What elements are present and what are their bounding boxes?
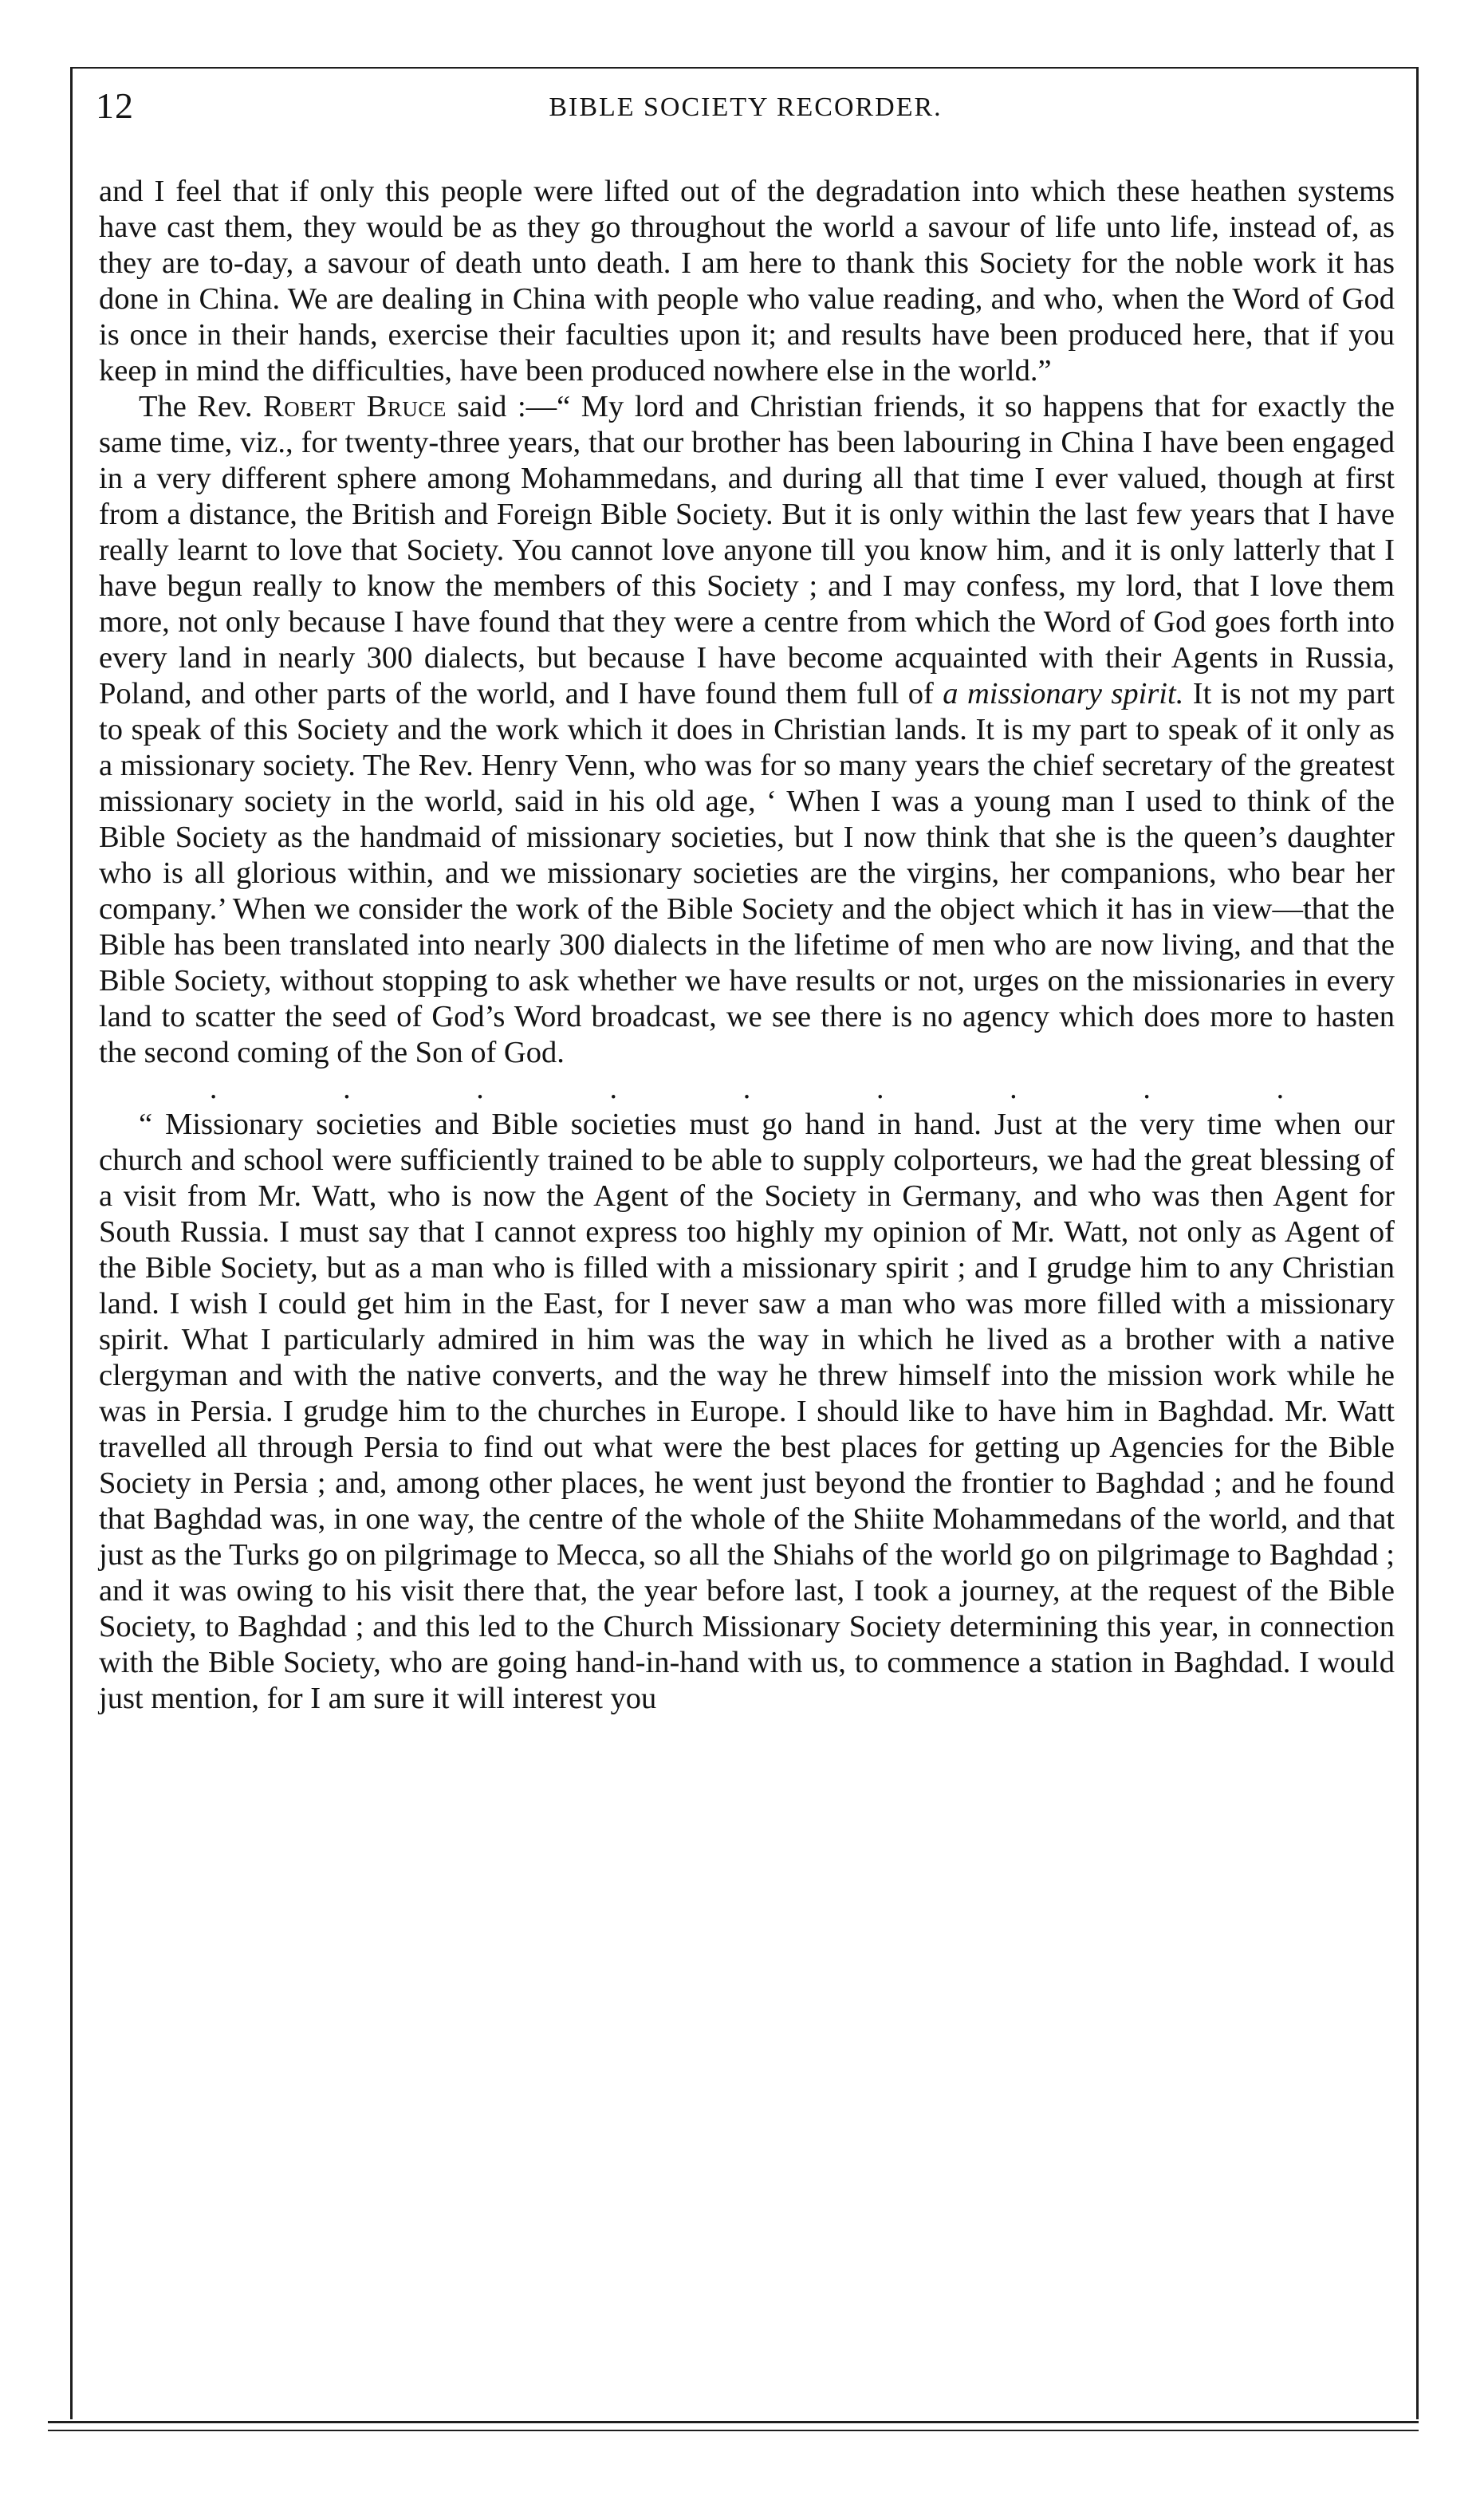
omission-dots [99,1071,1395,1107]
dot: . [742,1072,751,1105]
dot: . [1010,1072,1018,1105]
speaker-name: Robert Bruce [263,390,447,423]
paragraph-1: and I feel that if only this people were lifted out of the degradation into which these heathen systems have cast them, they would be as they go throughout the world a savour of life unto life, instead of, as they are to-day, a savour of death unto death. I am here to thank this Society for the noble work it has done in China. We are dealing in China with people who value reading, and who, when the Word of God is once in their hands, exercise their faculties upon it; and results have been produced here, that if you keep in mind the difficulties, have been produced nowhere else in the world.” [99,175,1395,388]
paragraph-2-text-b: It is not my part to speak of this Society and the work which it does in Christian lands. It is my part to speak of it only as a missionary society. The Rev. Henry Venn, who was for so many years the chief secretary of the greatest missionary society in the world, said in his old age, ‘ When I was a young man I used to think of the Bible Society as the handmaid of missionary societies, but I now think that she is the queen’s daughter who is all glorious within, and we missionary societies are the virgins, her companions, who bear her company.’ When we consider the work of the Bible Society and the object which it has in view—that the Bible has been translated into nearly 300 dialects in the lifetime of men who are now living, and that the Bible Society, without stopping to ask whether we have results or not, urges on the missionaries in every land to scatter the seed of God’s Word broadcast, we see there is no agency which does more to hasten the second coming of the Son of God. [99,677,1395,1069]
page-number: 12 [96,85,134,126]
journal-title: BIBLE SOCIETY RECORDER. [549,92,943,122]
paragraph-2 [99,389,1395,1071]
top-rule [70,67,1419,69]
dot: . [209,1072,218,1105]
dot: . [476,1072,484,1105]
bottom-rule [48,2421,1419,2423]
bottom-rule-secondary [48,2430,1419,2431]
article-body [99,174,1395,1717]
dot: . [609,1072,618,1105]
dot: . [343,1072,351,1105]
speaker-intro: The Rev. [139,390,264,423]
emphasis-text: a missionary spirit. [943,677,1184,710]
paragraph-2-text-a: said :—“ My lord and Christian friends, it so happens that for exactly the same time, viz., for twenty-three years, that our brother has been labouring in China I have been engaged in a very different sphere among Mohammedans, and during all that time I ever valued, though at first from a distance, the British and Foreign Bible Society. But it is only within the last few years that I have really learnt to love that Society. You cannot love anyone till you know him, and it is only latterly that I have begun really to know the members of this Society ; and I may confess, my lord, that I love them more, not only because I have found that they were a centre from which the Word of God goes forth into every land in nearly 300 dialects, but because I have become acquainted with their Agents in Russia, Poland, and other parts of the world, and I have found them full of [99,390,1395,710]
running-head [96,85,1395,132]
dot: . [1143,1072,1151,1105]
right-margin-rule [1416,67,1419,2419]
dot: . [1276,1072,1285,1105]
left-margin-rule [70,67,73,2419]
paragraph-3: “ Missionary societies and Bible societies must go hand in hand. Just at the very time when our church and school were sufficiently trained to be able to supply colporteurs, we had the great blessing of a visit from Mr. Watt, who is now the Agent of the Society in Germany, and who was then Agent for South Russia. I must say that I cannot express too highly my opinion of Mr. Watt, not only as Agent of the Bible Society, but as a man who is filled with a missionary spirit ; and I grudge him to any Christian land. I wish I could get him in the East, for I never saw a man who was more filled with a missionary spirit. What I particularly admired in him was the way in which he lived as a brother with a native clergyman and with the native converts, and the way he threw himself into the mission work while he was in Persia. I grudge him to the churches in Europe. I should like to have him in Baghdad. Mr. Watt travelled all through Persia to find out what were the best places for getting up Agencies for the Bible Society in Persia ; and, among other places, he went just beyond the frontier to Baghdad ; and he found that Baghdad was, in one way, the centre of the whole of the Shiite Mohammedans of the world, and that just as the Turks go on pilgrimage to Mecca, so all the Shiahs of the world go on pilgrimage to Baghdad ; and it was owing to his visit there that, the year before last, I took a journey, at the request of the Bible Society, to Baghdad ; and this led to the Church Missionary Society determining this year, in connection with the Bible Society, who are going hand-in-hand with us, to commence a station in Baghdad. I would just mention, for I am sure it will interest you [99,1108,1395,1715]
dot: . [876,1072,884,1105]
